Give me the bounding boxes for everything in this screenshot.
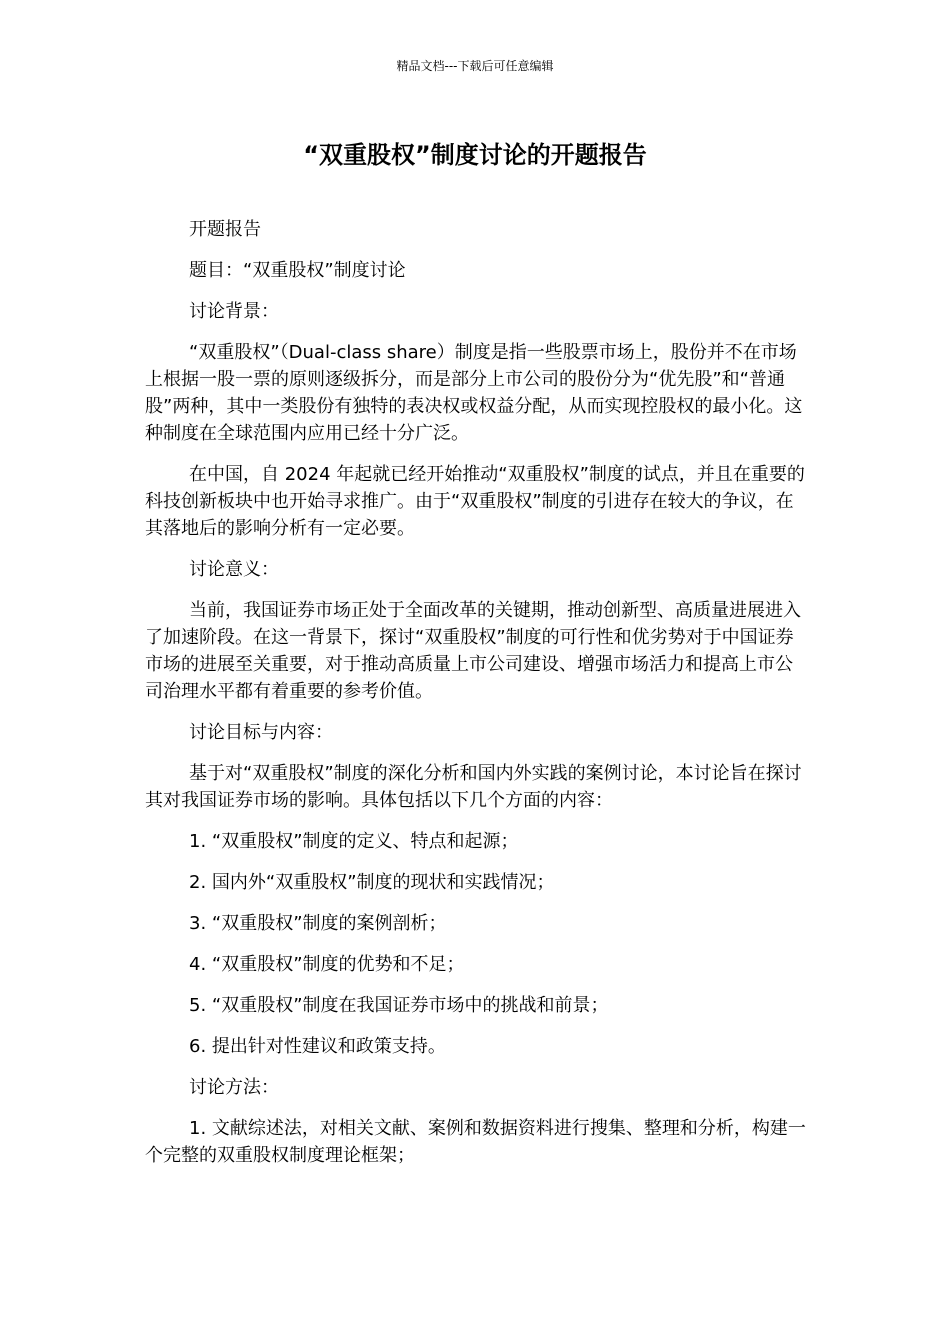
paragraph-background-1: “双重股权”（Dual-class share）制度是指一些股票市场上，股份并不在市场上根据一股一票的原则逐级拆分，而是部分上市公司的股份分为“优先股”和“普通股”两种，其中一类股份有独特的表决权或权益分配，从而实现控股权的最小化。这种制度在全球范围内应用已经十分广泛。 <box>145 342 803 444</box>
list-item-4: 4. “双重股权”制度的优势和不足； <box>189 954 465 975</box>
paragraph-topic: 题目：“双重股权”制度讨论 <box>189 260 406 281</box>
heading-objectives: 讨论目标与内容： <box>189 722 333 743</box>
document-title: “双重股权”制度讨论的开题报告 <box>303 141 647 169</box>
paragraph-background-2: 在中国，自 2024 年起就已经开始推动“双重股权”制度的试点，并且在重要的科技创新板块中也开始寻求推广。由于“双重股权”制度的引进存在较大的争议，在其落地后的影响分析有一定必要。 <box>145 464 805 539</box>
heading-background: 讨论背景： <box>189 301 279 322</box>
document-body <box>145 216 810 1183</box>
heading-methods: 讨论方法： <box>189 1077 279 1098</box>
method-item-1: 1. 文献综述法，对相关文献、案例和数据资料进行搜集、整理和分析，构建一个完整的双重股权制度理论框架； <box>145 1118 806 1166</box>
heading-significance: 讨论意义： <box>189 559 279 580</box>
header-note: 精品文档---下载后可任意编辑 <box>396 59 554 73</box>
paragraph-significance: 当前，我国证券市场正处于全面改革的关键期，推动创新型、高质量进展进入了加速阶段。在这一背景下，探讨“双重股权”制度的可行性和优劣势对于中国证券市场的进展至关重要，对于推动高质量上市公司建设、增强市场活力和提高上市公司治理水平都有着重要的参考价值。 <box>145 600 801 702</box>
paragraph-report-label: 开题报告 <box>189 219 261 240</box>
list-item-5: 5. “双重股权”制度在我国证券市场中的挑战和前景； <box>189 995 609 1016</box>
list-item-1: 1. “双重股权”制度的定义、特点和起源； <box>189 831 519 852</box>
list-item-3: 3. “双重股权”制度的案例剖析； <box>189 913 447 934</box>
list-item-2: 2. 国内外“双重股权”制度的现状和实践情况； <box>189 872 555 893</box>
list-item-6: 6. 提出针对性建议和政策支持。 <box>189 1036 446 1057</box>
paragraph-objectives: 基于对“双重股权”制度的深化分析和国内外实践的案例讨论，本讨论旨在探讨其对我国证券市场的影响。具体包括以下几个方面的内容： <box>145 763 802 811</box>
